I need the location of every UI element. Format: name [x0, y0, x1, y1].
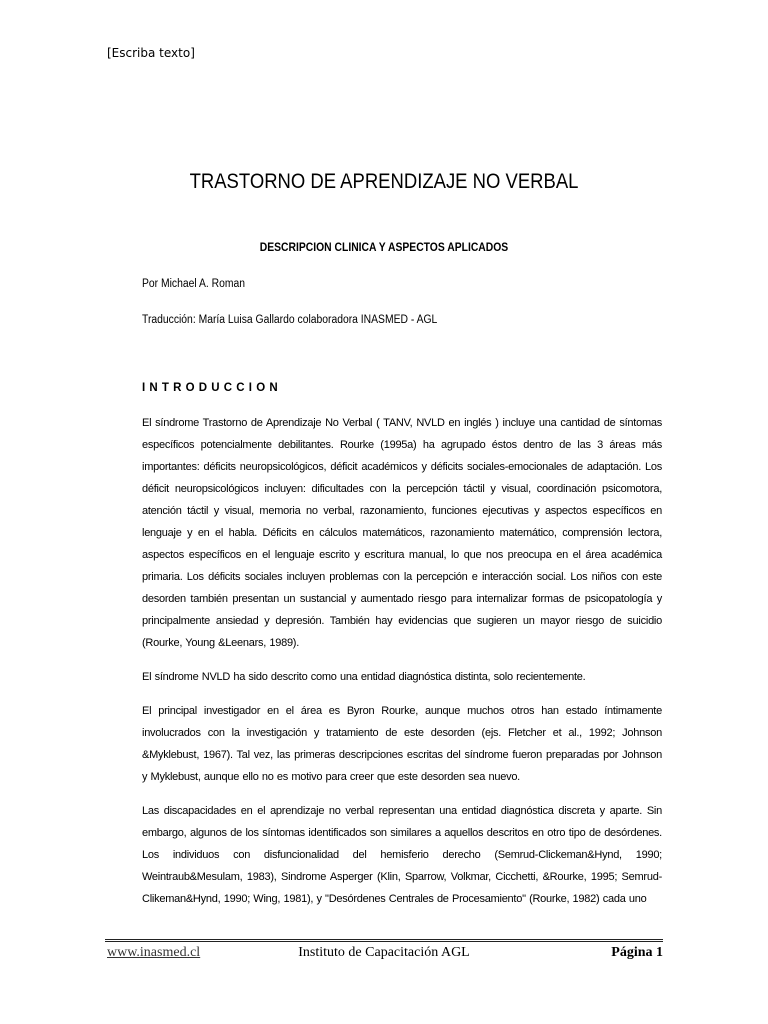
header-placeholder: [Escriba texto]: [107, 46, 195, 60]
footer-page-number: Página 1: [611, 945, 663, 960]
paragraph: El síndrome NVLD ha sido descrito como una entidad diagnóstica distinta, solo recientemente.: [142, 671, 586, 683]
paragraph: Las discapacidades en el aprendizaje no verbal representan una entidad diagnóstica discreta y aparte. Sin embargo, algunos de los síntomas identificados son similares a aquellos descritos en otro tipo de desórdenes. Los individuos con disfuncionalidad del hemisferio derecho (Semrud-Clickeman&Hynd, 1990; Weintraub&Mesulam, 1983), Sindrome Asperger (Klin, Sparrow, Volkmar, Cicchetti, &Rourke, 1995; Semrud-Clikeman&Hynd, 1990; Wing, 1981), y "Desórdenes Centrales de Procesamiento" (Rourke, 1982) cada uno: [142, 805, 662, 905]
document-subtitle: DESCRIPCION CLINICA Y ASPECTOS APLICADOS: [259, 242, 509, 254]
section-heading: INTRODUCCION: [142, 382, 282, 394]
paragraph: El principal investigador en el área es Byron Rourke, aunque muchos otros han estado íntimamente involucrados con la investigación y tratamiento de este desorden (ejs. Fletcher et al., 1992; Johnson &Myklebust, 1967). Tal vez, las primeras descripciones escritas del síndrome fueron preparadas por Johnson y Myklebust, aunque ello no es motivo para creer que este desorden sea nuevo.: [142, 705, 662, 783]
footer-institution: Instituto de Capacitación AGL: [298, 945, 470, 960]
body-text: [142, 412, 662, 922]
footer-divider: [105, 939, 663, 942]
author-line: Por Michael A. Roman: [142, 278, 245, 290]
document-title: TRASTORNO DE APRENDIZAJE NO VERBAL: [189, 170, 579, 193]
paragraph: El síndrome Trastorno de Aprendizaje No Verbal ( TANV, NVLD en inglés ) incluye una cantidad de síntomas específicos potencialmente debilitantes. Rourke (1995a) ha agrupado éstos dentro de las 3 áreas más importantes: déficits neuropsicológicos, déficit académicos y déficits sociales-emocionales de adaptación. Los déficit neuropsicológicos incluyen: dificultades con la percepción táctil y visual, coordinación psicomotora, atención táctil y visual, memoria no verbal, razonamiento, funciones ejecutivas y aspectos específicos en lenguaje y en el habla. Déficits en cálculos matemáticos, razonamiento matemático, comprensión lectora, aspectos específicos en el lenguaje escrito y escritura manual, lo que nos preocupa en el área académica primaria. Los déficits sociales incluyen problemas con la percepción e interacción social. Los niños con este desorden también presentan un sustancial y aumentado riesgo para internalizar formas de psicopatología y principalmente ansiedad y depresión. También hay evidencias que sugieren un mayor riesgo de suicidio (Rourke, Young &Leenars, 1989).: [142, 417, 662, 649]
footer-website-link[interactable]: www.inasmed.cl: [107, 945, 201, 960]
translation-line: Traducción: María Luisa Gallardo colaboradora INASMED - AGL: [142, 314, 438, 326]
